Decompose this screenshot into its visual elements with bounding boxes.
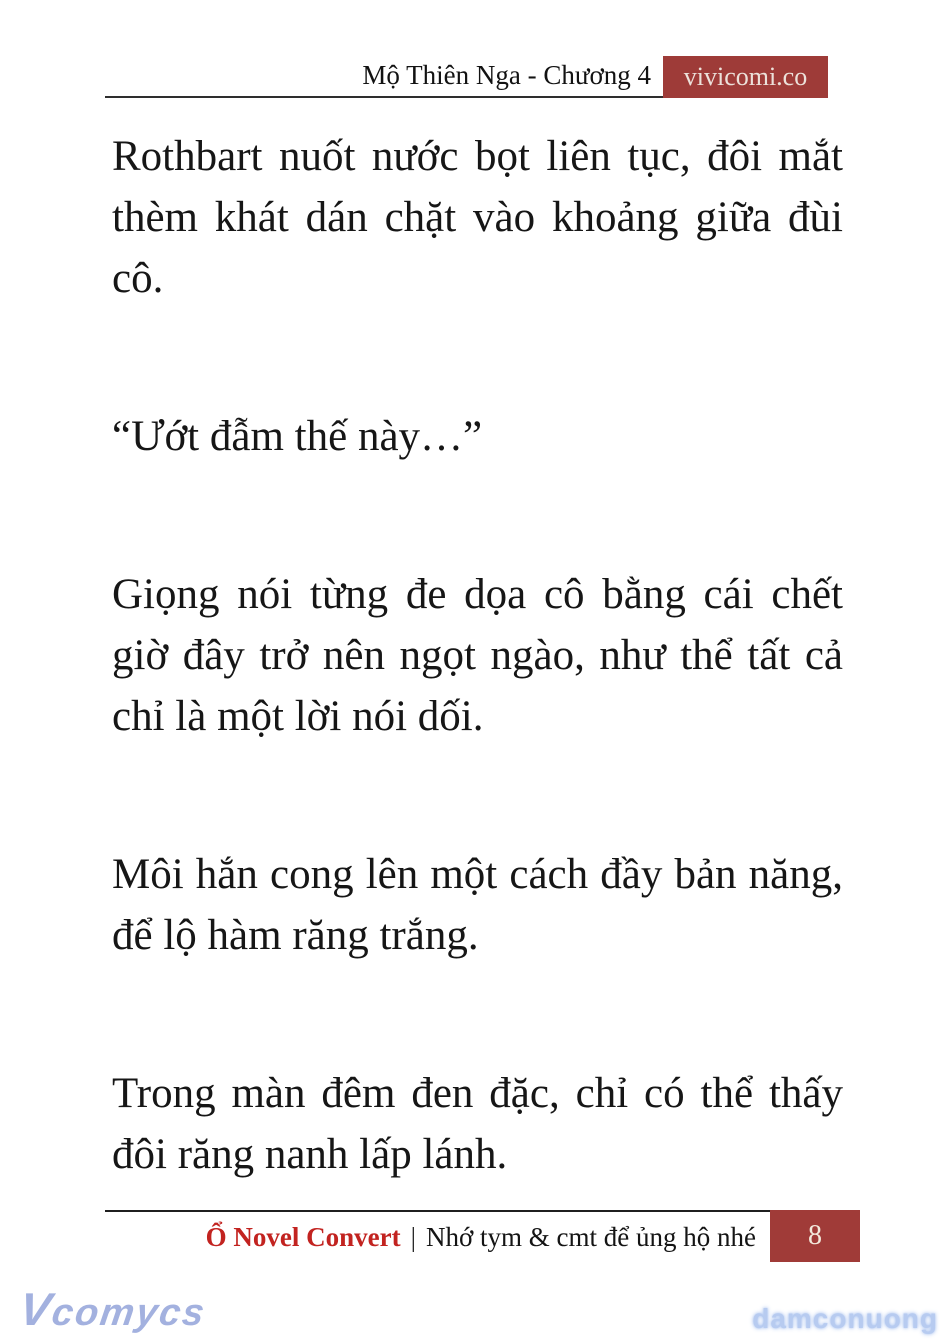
page-header bbox=[105, 56, 828, 98]
footer-note: Nhớ tym & cmt để ủng hộ nhé bbox=[426, 1221, 756, 1252]
paragraph: “Ướt đẫm thế này…” bbox=[112, 413, 483, 460]
converter-brand: Ổ Novel Convert bbox=[205, 1221, 401, 1252]
chapter-title: Mộ Thiên Nga - Chương 4 bbox=[362, 60, 651, 90]
header-rule bbox=[105, 56, 663, 98]
novel-text bbox=[112, 126, 843, 1185]
paragraph: Rothbart nuốt nước bọt liên tục, đôi mắt thèm khát dán chặt vào khoảng giữa đùi cô. bbox=[112, 133, 843, 302]
page-footer bbox=[105, 1210, 860, 1262]
paragraph: Giọng nói từng đe dọa cô bằng cái chết giờ đây trở nên ngọt ngào, như thể tất cả chỉ là một lời nói dối. bbox=[112, 571, 843, 740]
paragraph: Môi hắn cong lên một cách đầy bản năng, để lộ hàm răng trắng. bbox=[112, 851, 843, 959]
damconuong-watermark: damconuong bbox=[752, 1303, 938, 1334]
vcomycs-watermark-logo: Vcomycs bbox=[16, 1283, 209, 1335]
paragraph: Trong màn đêm đen đặc, chỉ có thể thấy đôi răng nanh lấp lánh. bbox=[112, 1070, 843, 1178]
site-badge: vivicomi.co bbox=[663, 56, 828, 98]
footer-rule bbox=[105, 1210, 770, 1262]
page-number-badge: 8 bbox=[770, 1210, 860, 1262]
footer-separator: | bbox=[410, 1221, 416, 1252]
